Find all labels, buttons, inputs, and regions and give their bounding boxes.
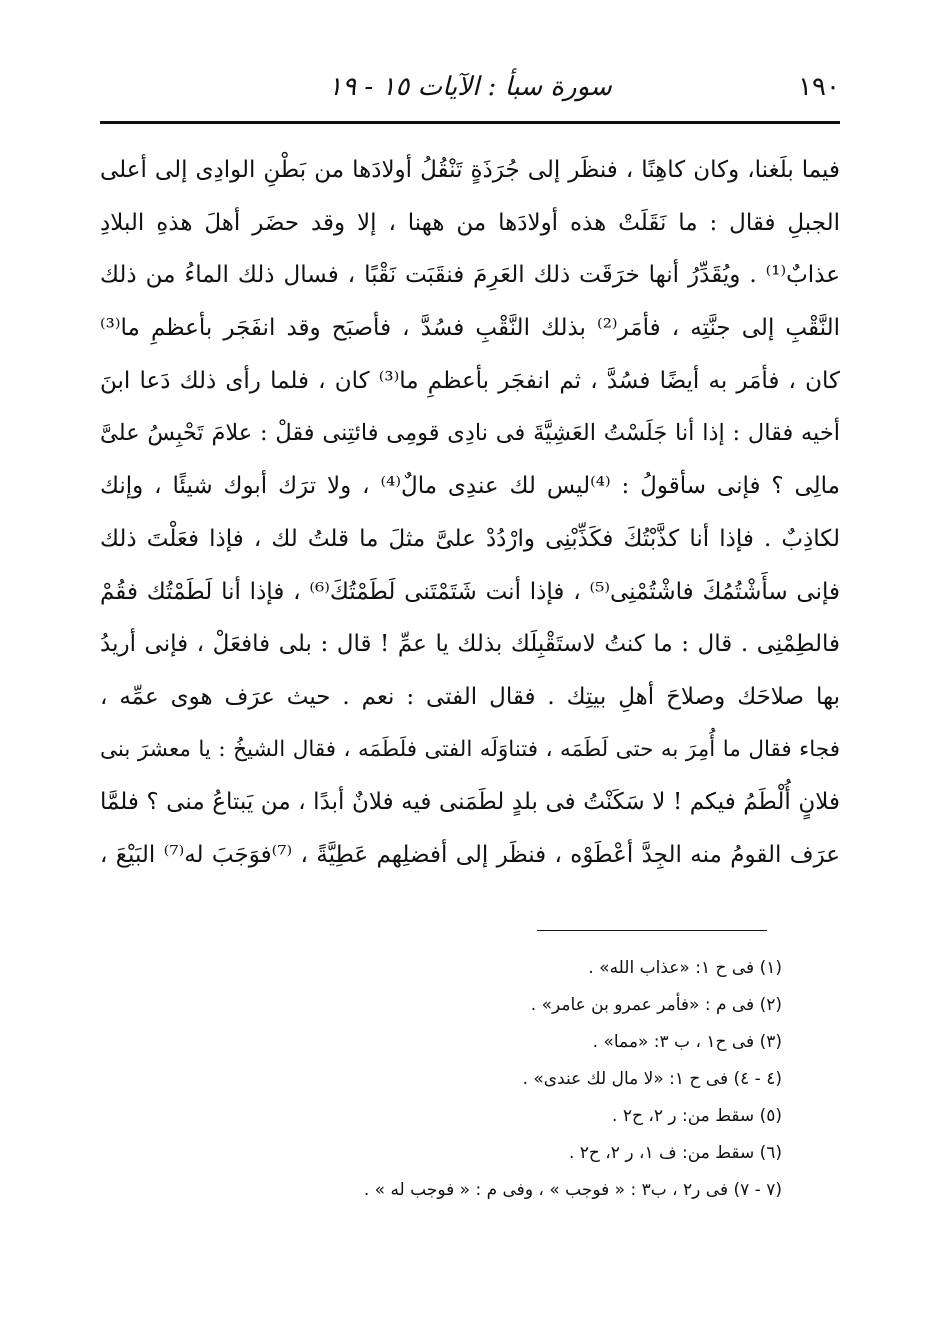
text-line: عرَف القومُ منه الجِدَّ أعْطَوْه ، فنظَر إلى أفضلِهم عَطِيَّةً ، ⁽⁷⁾فوَجَبَ له⁽⁷⁾ البَيْعَ ، [100, 841, 840, 868]
text-line: النَّقْبِ إلى جنَّتِه ، فأمَر⁽²⁾ بذلك النَّقْبِ فسُدَّ ، فأصبَح وقد انفَجَر بأعظمِ ما⁽³⁾ [100, 315, 840, 342]
page-number: ١٩٠ [798, 72, 840, 102]
text-line: أخيه فقال : إذا أنا جَلَسْتُ العَشِيَّةَ فى نادِى قومِى فائتِنى فقلْ : علامَ تَحْبِسُ علىَّ [100, 420, 840, 447]
text-line: بها صلاحَك وصلاحَ أهلِ بيتِك . فقال الفتى : نعم . حيث عرَف هوى عمِّه ، [100, 683, 840, 710]
footnote: (٧ - ٧) فى ر٢ ، ب٣ : « فوجب » ، وفى م : « فوجب له » . [363, 1180, 782, 1200]
text-line: فالطِمْنِى . قال : ما كنتُ لاستَقْبِلَك بذلك يا عمِّ ! قال : بلى فافعَلْ ، فإنى أريدُ [100, 631, 840, 658]
text-line: مالِى ؟ فإنى سأقولُ : ⁽⁴⁾ليس لك عندِى مالٌ⁽⁴⁾ ، ولا ترَك أبوك شيئًا ، وإنك [100, 473, 840, 500]
text-line: لكاذِبٌ . فإذا أنا كذَّبْتُكَ فكَذِّبْنِى وارْدُدْ علىَّ مثلَ ما قلتُ لك ، فإذا فعَلْتَ ذلك [100, 525, 840, 552]
main-text [100, 144, 840, 882]
text-line: فجاء فقال ما أُمِرَ به حتى لَطَمَه ، فتناوَلَه الفتى فلَطَمَه ، فقال الشيخُ : يا معشرَ بنى [100, 736, 840, 762]
text-line: فيما بلَغنا، وكان كاهِنًا ، فنظَر إلى جُرَذَةٍ تَنْقُلُ أولادَها من بَطْنِ الوادِى إلى أعلى [100, 157, 840, 183]
page-header [100, 72, 840, 120]
footnote-separator [537, 930, 767, 931]
text-line: فإنى سأَشْتُمُكَ فاشْتُمْنِى⁽⁵⁾ ، فإذا أنت شَتَمْتَنى لَطَمْتُكَ⁽⁶⁾ ، فإذا أنا لَطَمْتُك فقُمْ [100, 578, 840, 605]
footnote: (١) فى ح ١: «عذاب الله» . [588, 958, 782, 978]
footnote: (٤ - ٤) فى ح ١: «لا مال لك عندى» . [522, 1069, 782, 1089]
footnotes [222, 950, 782, 1209]
footnote: (٦) سقط من: ف ١، ر ٢، ح٢ . [568, 1143, 782, 1163]
text-line: الجبلِ فقال : ما نَقَلَتْ هذه أولادَها من ههنا ، إلا وقد حضَر أهلَ هذهِ البلادِ [100, 209, 840, 236]
text-line: كان ، فأمَر به أيضًا فسُدَّ ، ثم انفجَر بأعظمِ ما⁽³⁾ كان ، فلما رأى ذلك دَعا ابنَ [100, 367, 840, 394]
running-title: سورة سبأ : الآيات ١٥ - ١٩ [328, 72, 612, 102]
footnote: (٣) فى ح١ ، ب ٣: «مما» . [592, 1032, 782, 1052]
text-line: فلانٍ أُلْطَمُ فيكم ! لا سَكَنْتُ فى بلدٍ لطَمَنى فيه فلانٌ أبدًا ، من يَبتاعُ منى ؟ فلمَّا [100, 789, 840, 816]
footnote: (٥) سقط من: ر ٢، ح٢ . [612, 1106, 782, 1126]
header-rule [100, 121, 840, 124]
text-line: عذابٌ⁽¹⁾ . ويُقَدِّرُ أنها خرَقَت ذلك العَرِمَ فنقَبَت نَقْبًا ، فسال ذلك الماءُ من ذلك [100, 262, 840, 289]
footnote: (٢) فى م : «فأمر عمرو بن عامر» . [530, 995, 782, 1015]
